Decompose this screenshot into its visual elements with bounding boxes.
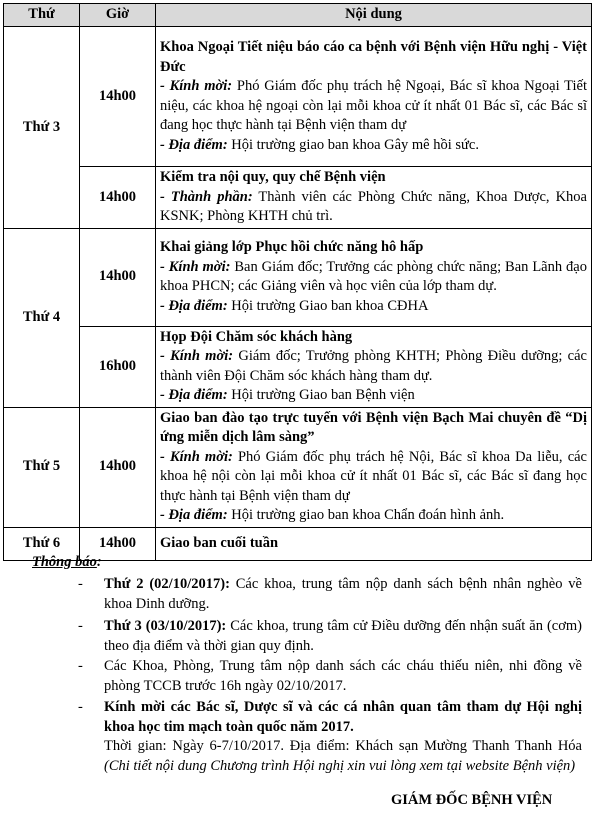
notice-item <box>78 575 582 614</box>
notice-item <box>78 617 582 656</box>
event-line <box>160 188 587 227</box>
line-label: - Kính mời: <box>160 258 231 275</box>
event-line <box>160 297 587 317</box>
notice-heading-text: Thông báo <box>32 554 97 570</box>
content-cell <box>156 527 592 560</box>
notice-item <box>78 657 582 696</box>
time-cell: 14h00 <box>80 407 156 527</box>
table-row <box>4 167 592 229</box>
event-line <box>160 136 587 156</box>
notice-heading-colon: : <box>96 554 102 570</box>
content-cell <box>156 167 592 229</box>
list-dash: - <box>78 576 83 592</box>
table-row <box>4 407 592 527</box>
line-label: - Địa điểm: <box>160 136 228 153</box>
line-text: Phó Giám đốc phụ trách hệ Ngoại, Bác sĩ khoa Ngoại Tiết niệu, các khoa hệ ngoại còn lại mỗi khoa cử ít nhất 01 Bác sĩ, các Bác sĩ đang học thực hành tại Bệnh viện tham dự <box>160 78 587 133</box>
line-label: - Kính mời: <box>160 78 233 94</box>
line-text: Phó Giám đốc phụ trách hệ Nội, Bác sĩ khoa Da liễu, các khoa hệ nội còn lại mỗi khoa cử ít nhất 01 Bác sĩ, các Bác sĩ đang học thực hành tại Bệnh viện tham dự <box>160 448 587 504</box>
day-cell: Thứ 5 <box>4 407 80 527</box>
day-cell: Thứ 4 <box>4 228 80 407</box>
event-title: Giao ban đào tạo trực tuyến với Bệnh viện Bạch Mai chuyên đề “Dị ứng miễn dịch lâm sàng” <box>160 409 587 445</box>
list-dash: - <box>78 699 83 715</box>
event-title: Khai giảng lớp Phục hồi chức năng hô hấp <box>160 239 424 255</box>
event-title: Khoa Ngoại Tiết niệu báo cáo ca bệnh với Bệnh viện Hữu nghị - Việt Đức <box>160 39 587 75</box>
notice-item-bold: Thứ 3 (03/10/2017): <box>104 618 227 634</box>
list-dash: - <box>78 618 83 634</box>
line-label: - Kính mời: <box>160 348 234 364</box>
line-text: Hội trường giao ban khoa Gây mê hồi sức. <box>227 136 479 153</box>
list-dash: - <box>78 658 83 674</box>
event-line <box>160 347 587 386</box>
time-cell: 14h00 <box>80 228 156 326</box>
signature: GIÁM ĐỐC BỆNH VIỆN <box>391 792 553 808</box>
line-text: Ban Giám đốc; Trưởng các phòng chức năng; Ban Lãnh đạo khoa PHCN; các Giảng viên và học viên của lớp tham dự. <box>160 258 587 294</box>
event-line <box>160 386 587 406</box>
notice-item-bold: Kính mời các Bác sĩ, Dược sĩ và các cá nhân quan tâm tham dự Hội nghị khoa học tim mạch toàn quốc năm 2017. <box>104 699 582 735</box>
day-cell: Thứ 6 <box>4 527 80 560</box>
line-label: - Địa điểm: <box>160 387 228 403</box>
line-text: Thành viên các Phòng Chức năng, Khoa Dược, Khoa KSNK; Phòng KHTH chủ trì. <box>160 188 587 224</box>
event-title: Họp Đội Chăm sóc khách hàng <box>160 328 353 345</box>
line-label: - Thành phần: <box>160 188 253 205</box>
table-row <box>4 27 592 167</box>
content-cell <box>156 326 592 407</box>
line-label: - Địa điểm: <box>160 297 228 314</box>
time-cell: 14h00 <box>80 527 156 560</box>
time-cell: 14h00 <box>80 167 156 229</box>
event-line <box>160 77 587 136</box>
line-label: - Kính mời: <box>160 448 233 465</box>
content-cell <box>156 407 592 527</box>
content-cell <box>156 228 592 326</box>
notice-item <box>78 698 582 776</box>
event-line <box>160 258 587 297</box>
event-line <box>160 448 587 507</box>
content-cell <box>156 27 592 167</box>
notice-item-text: Các Khoa, Phòng, Trung tâm nộp danh sách các cháu thiếu niên, nhi đồng về phòng TCCB trước 16h ngày 02/10/2017. <box>104 658 582 694</box>
line-label: - Địa điểm: <box>160 507 228 523</box>
weekly-schedule-table <box>3 3 592 561</box>
notice-heading <box>32 553 102 573</box>
notice-detail-italic: (Chi tiết nội dung Chương trình Hội nghị xin vui lòng xem tại website Bệnh viện) <box>104 757 576 774</box>
event-line <box>160 506 587 526</box>
notice-item-detail <box>104 737 582 776</box>
event-title: Giao ban cuối tuần <box>160 534 279 551</box>
header-time: Giờ <box>80 4 156 27</box>
header-content: Nội dung <box>156 4 592 27</box>
notice-detail-text: Thời gian: Ngày 6-7/10/2017. Địa điểm: Khách sạn Mường Thanh Thanh Hóa <box>104 738 582 754</box>
day-cell: Thứ 3 <box>4 27 80 229</box>
line-text: Giám đốc; Trưởng phòng KHTH; Phòng Điều dưỡng; các thành viên Đội Chăm sóc khách hàng tham dự. <box>160 348 587 384</box>
notice-item-text: Các khoa, trung tâm cử Điều dưỡng đến nhận suất ăn (cơm) theo địa điểm và thời gian quy định. <box>104 618 582 654</box>
table-row <box>4 228 592 326</box>
notice-item-text: Các khoa, trung tâm nộp danh sách bệnh nhân nghèo về khoa Dinh dưỡng. <box>104 576 582 612</box>
table-row <box>4 326 592 407</box>
header-day: Thứ <box>4 4 80 27</box>
time-cell: 14h00 <box>80 27 156 167</box>
line-text: Hội trường giao ban khoa Chẩn đoán hình ảnh. <box>227 507 505 523</box>
line-text: Hội trường Giao ban khoa CĐHA <box>227 297 429 314</box>
time-cell: 16h00 <box>80 326 156 407</box>
event-title: Kiểm tra nội quy, quy chế Bệnh viện <box>160 169 386 185</box>
notice-item-bold: Thứ 2 (02/10/2017): <box>104 576 230 592</box>
line-text: Hội trường Giao ban Bệnh viện <box>227 387 415 403</box>
table-header-row <box>4 4 592 27</box>
